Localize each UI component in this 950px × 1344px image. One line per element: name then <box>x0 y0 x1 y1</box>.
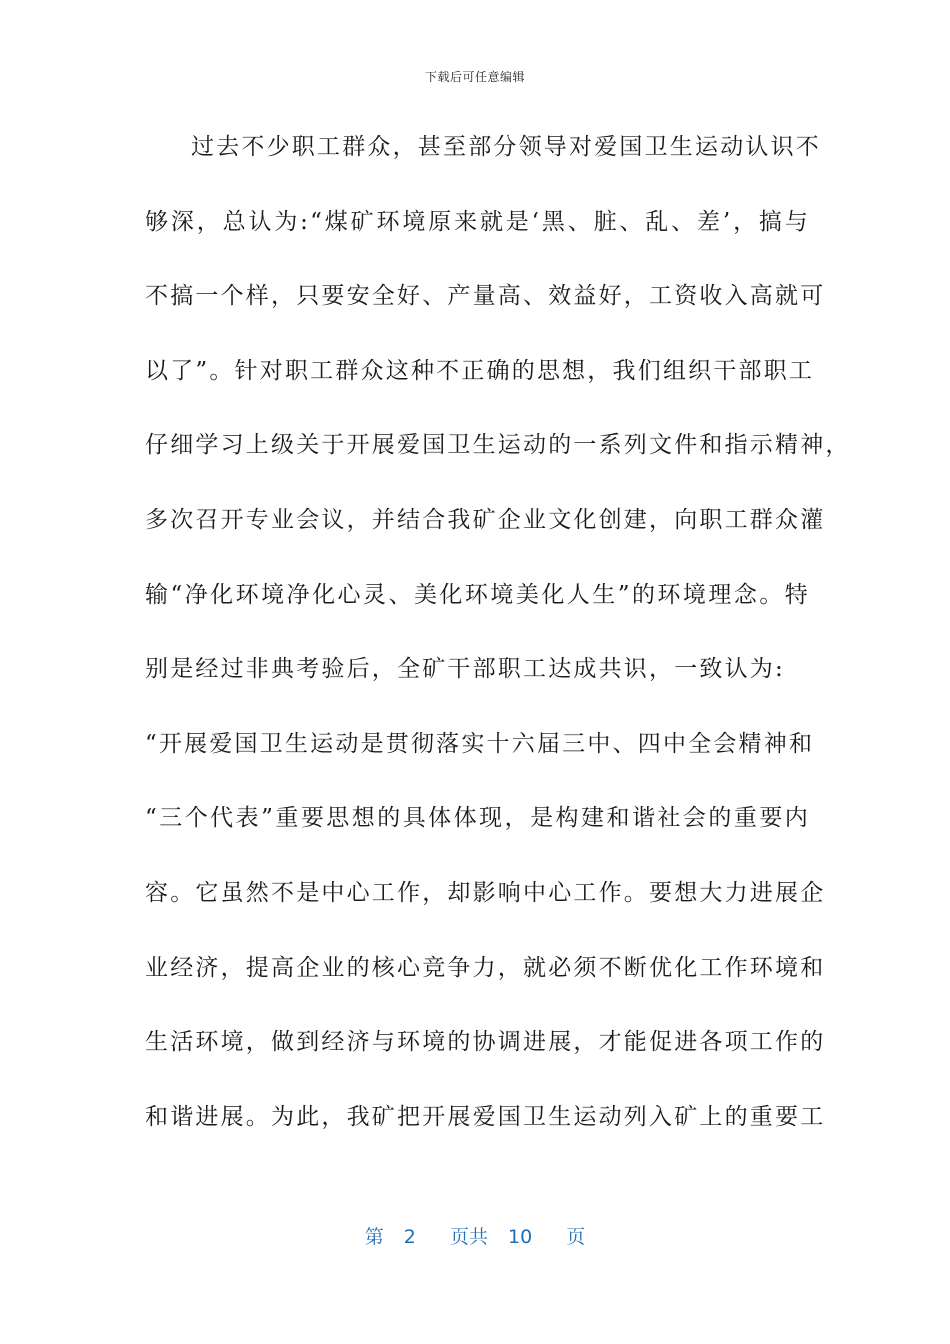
paragraph-line: 生活环境，做到经济与环境的协调进展，才能促进各项工作的 <box>145 1029 826 1056</box>
page-footer <box>0 1222 950 1249</box>
paragraph-line: 和谐进展。为此，我矿把开展爱国卫生运动列入矿上的重要工 <box>145 1103 826 1130</box>
paragraph-line: 仔细学习上级关于开展爱国卫生运动的一系列文件和指示精神， <box>145 432 851 459</box>
current-page-number: 2 <box>403 1226 416 1248</box>
total-pages-number: 10 <box>508 1226 533 1248</box>
page-label-prefix: 第 <box>364 1226 384 1248</box>
paragraph-line: 容。它虽然不是中心工作，却影响中心工作。要想大力进展企 <box>145 879 826 906</box>
paragraph-line: 别是经过非典考验后，全矿干部职工达成共识，一致认为: <box>145 656 785 683</box>
page-label-suffix: 页 <box>566 1226 586 1248</box>
page-label-mid: 页共 <box>449 1226 488 1248</box>
paragraph-line: 多次召开专业会议，并结合我矿企业文化创建，向职工群众灌 <box>145 506 826 533</box>
paragraph-line: 不搞一个样，只要安全好、产量高、效益好，工资收入高就可 <box>145 283 826 310</box>
document-body <box>145 125 851 1169</box>
paragraph-line: 业经济，提高企业的核心竞争力，就必须不断优化工作环境和 <box>145 954 826 981</box>
paragraph-line: “三个代表”重要思想的具体体现，是构建和谐社会的重要内 <box>145 805 810 832</box>
header-note: 下载后可任意编辑 <box>424 70 525 84</box>
paragraph-line: 够深，总认为:“煤矿环境原来就是‘黑、脏、乱、差’，搞与 <box>145 208 810 235</box>
paragraph-line: 过去不少职工群众，甚至部分领导对爱国卫生运动认识不 <box>191 134 821 160</box>
paragraph-line: 以了”。针对职工群众这种不正确的思想，我们组织干部职工 <box>145 357 815 384</box>
paragraph-line: 输“净化环境净化心灵、美化环境美化人生”的环境理念。特 <box>145 581 810 608</box>
paragraph-line: “开展爱国卫生运动是贯彻落实十六届三中、四中全会精神和 <box>145 730 815 757</box>
